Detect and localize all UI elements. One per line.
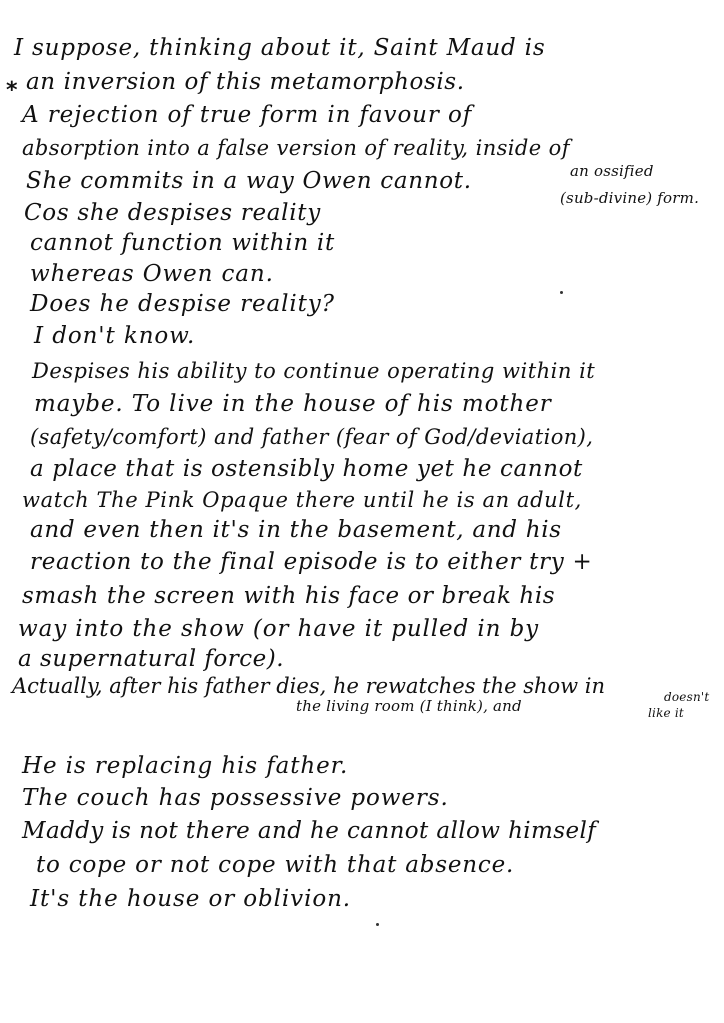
note-line: She commits in a way Owen cannot. — [26, 168, 472, 194]
inserted-note-doesnt-like: like it — [648, 706, 684, 720]
note-line: Does he despise reality? — [30, 291, 335, 317]
note-line: I suppose, thinking about it, Saint Maud is — [14, 35, 546, 61]
note-line: watch The Pink Opaque there until he is an adult, — [22, 488, 582, 512]
note-line: an inversion of this metamorphosis. — [26, 69, 465, 95]
inserted-note-ossified: (sub-divine) form. — [560, 189, 700, 207]
note-line: The couch has possessive powers. — [22, 785, 449, 811]
note-line: to cope or not cope with that absence. — [36, 852, 515, 878]
note-line: cannot function within it — [30, 230, 335, 256]
note-line: Cos she despises reality — [24, 200, 321, 226]
margin-asterisk-mark: ⁎ — [6, 72, 18, 97]
note-line: way into the show (or have it pulled in by — [18, 616, 540, 642]
note-line: a place that is ostensibly home yet he cannot — [30, 456, 583, 482]
note-line: maybe. To live in the house of his mother — [34, 391, 552, 417]
note-line: and even then it's in the basement, and his — [30, 517, 562, 543]
ink-speck — [376, 923, 379, 926]
ink-speck — [560, 291, 563, 294]
note-line: A rejection of true form in favour of — [22, 102, 473, 128]
inserted-note-living-room: the living room (I think), and — [296, 697, 522, 715]
note-line: reaction to the final episode is to either try + — [30, 549, 593, 575]
inserted-note-doesnt-like: doesn't — [664, 690, 710, 704]
note-line: whereas Owen can. — [30, 261, 274, 287]
note-line: absorption into a false version of reality, inside of — [22, 136, 570, 160]
note-line: Actually, after his father dies, he rewatches the show in — [12, 674, 606, 698]
note-line: It's the house or oblivion. — [30, 886, 351, 912]
note-line: Despises his ability to continue operating within it — [32, 359, 596, 383]
note-line: smash the screen with his face or break his — [22, 583, 556, 609]
note-line: Maddy is not there and he cannot allow himself — [22, 818, 597, 844]
note-line: I don't know. — [34, 323, 196, 349]
inserted-note-ossified: an ossified — [570, 162, 654, 180]
note-line: He is replacing his father. — [22, 753, 349, 779]
note-line: a supernatural force). — [18, 646, 285, 672]
note-line: (safety/comfort) and father (fear of God/deviation), — [30, 425, 594, 449]
